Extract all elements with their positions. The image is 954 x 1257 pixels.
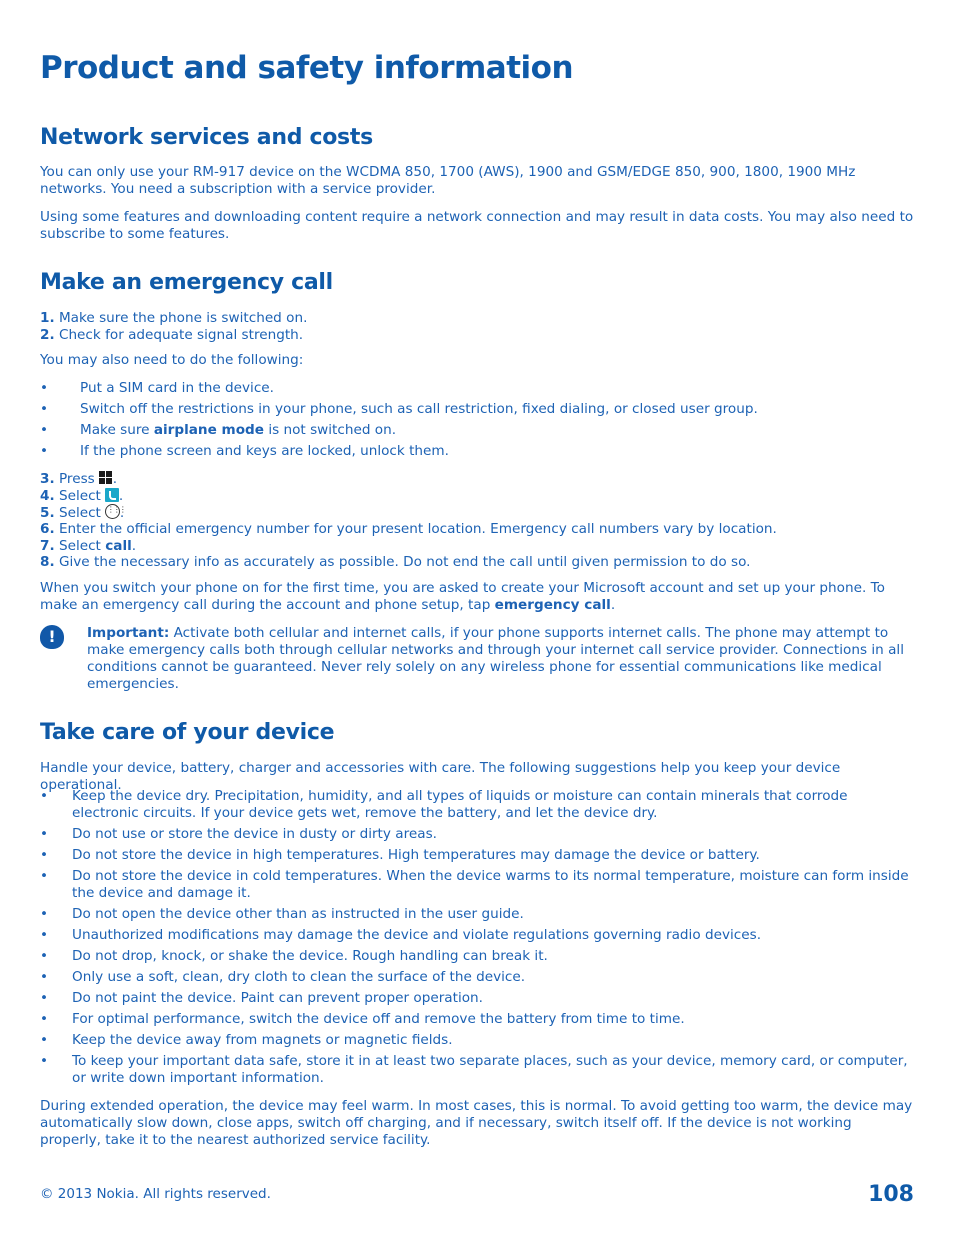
list-item: • Do not open the device other than as instructed in the user guide. bbox=[40, 906, 916, 923]
list-item: • Unauthorized modifications may damage the device and violate regulations governing radio devices. bbox=[40, 927, 916, 944]
step-item: 5. Select⋮⋮⋮ . bbox=[40, 504, 916, 521]
care-bullets bbox=[40, 788, 916, 1091]
list-item: • Do not store the device in high temperatures. High temperatures may damage the device or battery. bbox=[40, 847, 916, 864]
section-heading-care: Take care of your device bbox=[40, 720, 335, 745]
page-number: 108 bbox=[868, 1182, 914, 1207]
exclamation-icon: ! bbox=[40, 625, 64, 649]
important-note: ! Important: Activate both cellular and internet calls, if your phone supports internet calls. The phone may attempt to make emergency calls both through cellular networks and through your internet call service provider. Connections in all conditions cannot be guaranteed. Never rely solely on any wireless phone for essential communications like medical emergencies. bbox=[40, 625, 916, 693]
step-item: 3. Press . bbox=[40, 471, 118, 487]
list-item: • Switch off the restrictions in your phone, such as call restriction, fixed dialing, or closed user group. bbox=[40, 399, 916, 420]
emergency-steps-b bbox=[40, 471, 916, 571]
network-paragraph-1: You can only use your RM-917 device on the WCDMA 850, 1700 (AWS), 1900 and GSM/EDGE 850, 900, 1800, 1900 MHz networks. You need a subscription with a service provider. bbox=[40, 164, 856, 197]
list-item: • Keep the device away from magnets or magnetic fields. bbox=[40, 1032, 916, 1049]
step-item: 6. Enter the official emergency number for your present location. Emergency call numbers vary by location. bbox=[40, 521, 777, 538]
list-item: • Do not use or store the device in dusty or dirty areas. bbox=[40, 826, 916, 843]
section-heading-emergency: Make an emergency call bbox=[40, 270, 333, 295]
list-item: • Make sure airplane mode is not switched on. bbox=[40, 420, 916, 441]
list-item: • Put a SIM card in the device. bbox=[40, 378, 916, 399]
care-closing: During extended operation, the device may feel warm. In most cases, this is normal. To avoid getting too warm, the device may automatically slow down, close apps, switch off charging, and if necessary, switch itself off. If the device is not working properly, take it to the nearest authorized service facility. bbox=[40, 1098, 913, 1148]
network-paragraph-2: Using some features and downloading content require a network connection and may result in data costs. You may also need to subscribe to some features. bbox=[40, 209, 914, 242]
step-item: 8. Give the necessary info as accurately as possible. Do not end the call until given permission to do so. bbox=[40, 554, 751, 571]
step-item: 2. Check for adequate signal strength. bbox=[40, 326, 304, 343]
list-item: • Do not store the device in cold temperatures. When the device warms to its normal temperature, moisture can form inside the device and damage it. bbox=[40, 868, 916, 902]
list-item: • For optimal performance, switch the device off and remove the battery from time to time. bbox=[40, 1011, 916, 1028]
list-item: • Do not paint the device. Paint can prevent proper operation. bbox=[40, 990, 916, 1007]
list-item: • If the phone screen and keys are locked, unlock them. bbox=[40, 441, 916, 462]
care-intro: Handle your device, battery, charger and accessories with care. The following suggestions help you keep your device operational. bbox=[40, 760, 841, 793]
emergency-steps-a bbox=[40, 310, 916, 343]
list-item: • Only use a soft, clean, dry cloth to clean the surface of the device. bbox=[40, 969, 916, 986]
windows-icon bbox=[99, 471, 113, 485]
step-item: 4. Select . bbox=[40, 487, 124, 504]
step-item: 7. Select call. bbox=[40, 537, 137, 554]
copyright: © 2013 Nokia. All rights reserved. bbox=[40, 1186, 271, 1202]
section-heading-network: Network services and costs bbox=[40, 125, 373, 150]
list-item: • To keep your important data safe, store it in at least two separate places, such as your device, memory card, or computer, or write down important information. bbox=[40, 1053, 916, 1087]
list-item: • Keep the device dry. Precipitation, humidity, and all types of liquids or moisture can contain minerals that corrode electronic circuits. If your device gets wet, remove the battery, and let the device dry. bbox=[40, 788, 916, 822]
also-need-text: You may also need to do the following: bbox=[40, 352, 304, 368]
step-item: 1. Make sure the phone is switched on. bbox=[40, 310, 308, 326]
page-title: Product and safety information bbox=[40, 50, 574, 86]
emergency-bullets bbox=[40, 378, 916, 462]
keypad-icon bbox=[105, 504, 120, 519]
first-time-paragraph: When you switch your phone on for the first time, you are asked to create your Microsoft account and set up your phone. To make an emergency call during the account and phone setup, tap emergency call. bbox=[40, 580, 885, 613]
list-item: • Do not drop, knock, or shake the device. Rough handling can break it. bbox=[40, 948, 916, 965]
phone-icon bbox=[105, 488, 119, 502]
